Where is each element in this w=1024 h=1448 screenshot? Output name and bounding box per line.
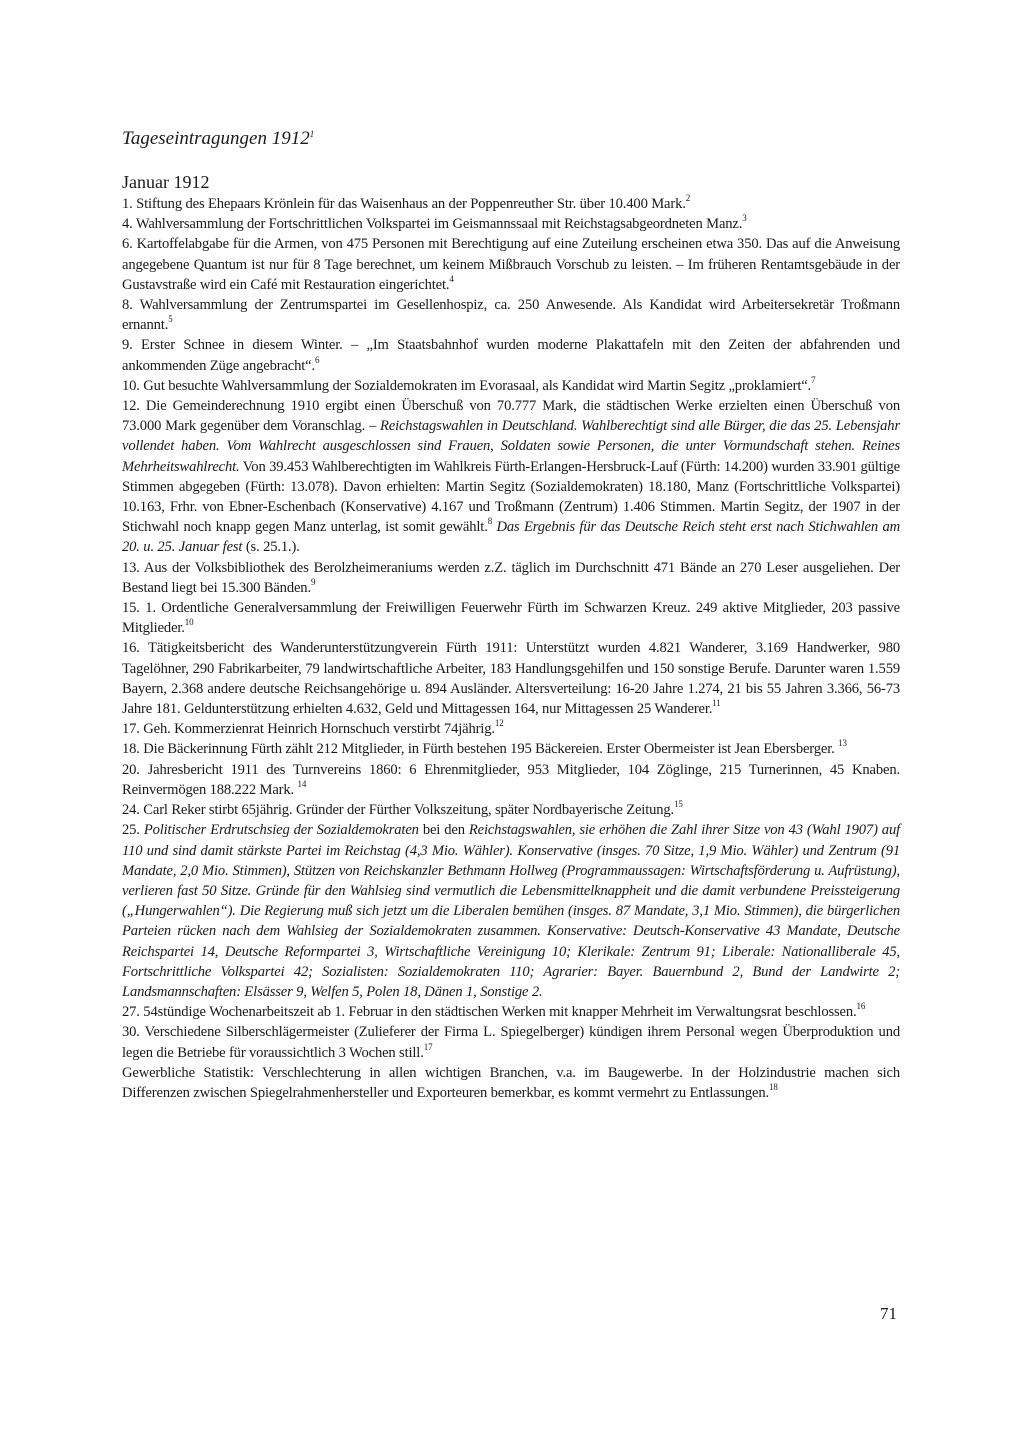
entry-paragraph [122,558,900,598]
entry-text: 9. Erster Schnee in diesem Winter. – „Im Staatsbahnhof wurden moderne Plakattafeln mit den Zeiten der abfahrenden und ankommenden Züge angebracht“. [122,337,900,374]
entry-text: 16. Tätigkeitsbericht des Wanderunterstützungverein Fürth 1911: Unterstützt wurden 4.821 Wanderer, 3.169 Handwerker, 980 Tagelöhner, 290 Fabrikarbeiter, 79 landwirtschaftliche Arbeiter, 183 Handlungsgehilfen und 150 sonstige Berufe. Darunter waren 1.559 Bayern, 2.368 andere deutsche Reichsangehörige u. 894 Ausländer. Altersverteilung: 16-20 Jahre 1.274, 21 bis 55 Jahren 3.366, 56-73 Jahre 181. Geldunterstützung erhielten 4.632, Geld und Mittagessen 164, nur Mittagessen 25 Wanderer. [122,640,900,718]
page-title [122,128,314,150]
footnote-ref: 10 [184,617,194,628]
entry-paragraph [122,214,900,234]
entry-paragraph [122,638,900,719]
footnote-ref: 18 [769,1081,778,1092]
entry-text: 20. Jahresbericht 1911 des Turnvereins 1860: 6 Ehrenmitglieder, 953 Mitglieder, 104 Zöglinge, 215 Turnerinnen, 45 Knaben. Reinvermögen 188.222 Mark. [122,761,900,798]
entry-paragraph [122,295,900,335]
entry-text: Politischer Erdrutschsieg der Sozialdemokraten [143,822,419,839]
entry-text: 17. Geh. Kommerzienrat Heinrich Hornschuch verstirbt 74jährig. [122,721,495,738]
entry-paragraph [122,598,900,638]
entry-text: 6. Kartoffelabgabe für die Armen, von 475 Personen mit Berechtigung auf eine Zuteilung erscheinen etwa 350. Das auf die Anweisung angegebene Quantum ist nur für 8 Tage berechnet, um keinem Mißbrauch Vorschub zu leisten. – Im früheren Rentamtsgebäude in der Gustavstraße wird ein Café mit Restauration eingerichtet. [122,236,900,293]
entry-text: 4. Wahlversammlung der Fortschrittlichen Volkspartei im Geismannssaal mit Reichstagsabgeordneten Manz. [122,216,743,233]
footnote-ref: 11 [712,698,721,709]
entry-paragraph [122,376,900,396]
footnote-ref: 4 [449,273,454,284]
entry-paragraph [122,1022,900,1062]
entry-text: 25. [122,822,144,839]
entry-paragraph [122,739,900,759]
entry-paragraph [122,719,900,739]
entry-paragraph [122,820,900,1002]
entry-paragraph [122,335,900,375]
entry-paragraph [122,396,900,558]
footnote-ref: 14 [297,778,307,789]
footnote-ref: 5 [168,314,173,325]
footnote-ref: 9 [310,576,316,587]
footnote-ref: 12 [494,718,504,729]
entry-paragraph [122,760,900,800]
entry-text: bei den [418,822,469,839]
entry-text: 15. 1. Ordentliche Generalversammlung der Freiwilligen Feuerwehr Fürth im Schwarzen Kreuz. 249 aktive Mitglieder, 203 passive Mitglieder. [122,600,900,637]
entry-text: Reichstagswahlen in Deutschland. Wahlberechtigt sind alle Bürger, die das 25. Lebensjahr vollendet haben. Vom Wahlrecht ausgeschlossen sind Frauen, Soldaten sowie Personen, die unter Vormundschaft stehen. Reines Mehrheitswahlrecht. [122,418,900,475]
entry-text: 27. 54stündige Wochenarbeitszeit ab 1. Februar in den städtischen Werken mit knapper Mehrheit im Verwaltungsrat beschlossen. [122,1004,857,1021]
entry-paragraph [122,1002,900,1022]
entry-paragraph [122,194,900,214]
footnote-ref: 6 [315,354,320,365]
entry-text: Gewerbliche Statistik: Verschlechterung in allen wichtigen Branchen, v.a. im Baugewerbe. In der Holzindustrie machen sich Differenzen zwischen Spiegelrahmenhersteller und Exporteuren bemerkbar, es kommt vermehrt zu Entlassungen. [122,1064,900,1101]
footnote-ref: 15 [674,799,683,810]
page-number: 71 [880,1304,897,1323]
footnote-ref: 1 [309,129,315,139]
month-heading: Januar 1912 [122,172,210,192]
entry-text: Das Ergebnis für das Deutsche Reich steht erst nach Stichwahlen am 20. u. 25. Januar fest [122,519,900,556]
entry-text: 8. Wahlversammlung der Zentrumspartei im Gesellenhospiz, ca. 250 Anwesende. Als Kandidat wird Arbeitersekretär Troßmann ernannt. [122,297,900,334]
footnote-ref: 2 [685,193,691,203]
entry-text: Reichstagswahlen, sie erhöhen die Zahl ihrer Sitze von 43 (Wahl 1907) auf 110 und sind damit stärkste Partei im Reichstag (4,3 Mio. Wähler). Konservative (insges. 70 Sitze, 1,9 Mio. Wähler) und Zentrum (91 Mandate, 2,0 Mio. Stimmen), Stützen von Reichskanzler Bethmann Hollweg (Programmaussagen: Wirtschaftsförderung u. Aufrüstung), verlieren fast 50 Sitze. Gründe für den Wahlsieg sind vermutlich die Lebensmittelknappheit und die damit verbundene Preissteigerung („Hungerwahlen“). Die Regierung muß sich jetzt um die Liberalen bemühen (insges. 87 Mandate, 3,1 Mio. Stimmen), die bürgerlichen Parteien rücken nach dem Wahlsieg der Sozialdemokraten zusammen. Konservative: Deutsch-Konservative 43 Mandate, Deutsche Reichspartei 14, Deutsche Reformpartei 3, Wirtschaftliche Vereinigung 10; Klerikale: Zentrum 91; Liberale: Nationalliberale 45, Fortschrittliche Volkspartei 42; Sozialisten: Sozialdemokraten 110; Agrarier: Bayer. Bauernbund 2, Bund der Landwirte 2; Landsmannschaften: Elsässer 9, Welfen 5, Polen 18, Dänen 1, Sonstige 2. [122,822,900,1000]
entry-paragraph [122,234,900,295]
entry-text: 1. Stiftung des Ehepaars Krönlein für das Waisenhaus an der Poppenreuther Str. über 10.400 Mark. [122,196,686,212]
entry-text: 10. Gut besuchte Wahlversammlung der Sozialdemokraten im Evorasaal, als Kandidat wird Martin Segitz „proklamiert“. [122,377,812,394]
entry-text: 18. Die Bäckerinnung Fürth zählt 212 Mitglieder, in Fürth bestehen 195 Bäckereien. Erster Obermeister ist Jean Ebersberger. [122,741,839,758]
footnote-ref: 3 [742,213,747,224]
entry-text: Von 39.453 Wahlberechtigten im Wahlkreis Fürth-Erlangen-Hersbruck-Lauf (Fürth: 14.200) wurden 33.901 gültige Stimmen abgegeben (Fürth: 13.078). Davon erhielten: Martin Segitz (Sozialdemokraten) 18.180, Manz (Fortschrittliche Volkspartei) 10.163, Frhr. von Ebner-Eschenbach (Konservative) 4.167 und Troßmann (Zentrum) 1.406 Stimmen. Martin Segitz, der 1907 in der Stichwahl noch knapp gegen Manz unterlag, ist somit gewählt. [122,458,900,536]
footnote-ref: 13 [838,738,847,749]
entries-body [122,194,900,1103]
entry-paragraph [122,1063,900,1103]
footnote-ref: 8 [487,516,493,527]
entry-text: 13. Aus der Volksbibliothek des Berolzheimeraniums werden z.Z. täglich im Durchschnitt 471 Bände an 270 Leser ausgeliehen. Der Bestand liegt bei 15.300 Bänden. [122,559,900,596]
entry-text: (s. 25.1.). [242,539,300,556]
entry-paragraph [122,800,900,820]
footnote-ref: 17 [423,1041,433,1052]
title-text: Tageseintragungen 1912 [122,128,310,149]
entry-text: 30. Verschiedene Silberschlägermeister (Zulieferer der Firma L. Spiegelberger) kündigen ihrem Personal wegen Überproduktion und legen die Betriebe für voraussichtlich 3 Wochen still. [122,1024,900,1061]
entry-text: 12. Die Gemeinderechnung 1910 ergibt einen Überschuß von 70.777 Mark, die städtischen Werke erzielten einen Überschuß von 73.000 Mark gegenüber dem Voranschlag. – [122,398,900,435]
footnote-ref: 7 [811,374,816,385]
footnote-ref: 16 [856,1001,866,1012]
entry-text: 24. Carl Reker stirbt 65jährig. Gründer der Fürther Volkszeitung, später Nordbayerische Zeitung. [122,802,675,819]
